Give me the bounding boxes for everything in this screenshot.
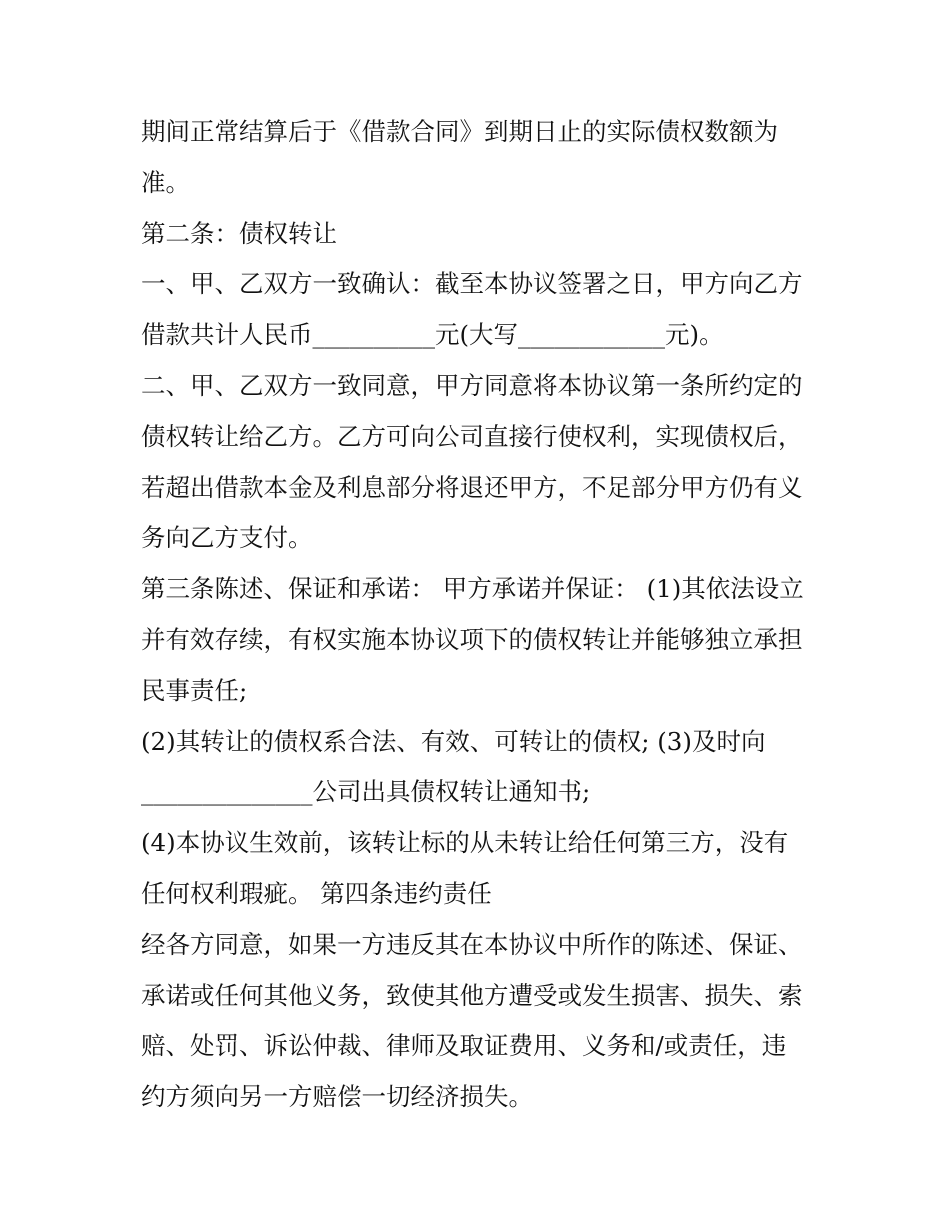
text-line: 并有效存续，有权实施本协议项下的债权转让并能够独立承担 xyxy=(141,624,803,654)
text-line: (4)本协议生效前，该转让标的从未转让给任何第三方，没有 xyxy=(141,828,789,858)
text-line: 务向乙方支付。 xyxy=(141,523,313,553)
loan-amount-line: 借款共计人民币__________元(大写____________元)。 xyxy=(141,320,724,350)
article-3-heading: 第三条陈述、保证和承诺： 甲方承诺并保证： (1)其依法设立 xyxy=(141,574,804,604)
company-blank-line: ______________公司出具债权转让通知书; xyxy=(141,777,591,807)
article-4-heading: 任何权利瑕疵。 第四条违约责任 xyxy=(141,878,492,908)
text-line: 承诺或任何其他义务，致使其他方遭受或发生损害、损失、索 xyxy=(141,980,803,1010)
text-line: 约方须向另一方赔偿一切经济损失。 xyxy=(141,1082,533,1112)
text-line: 二、甲、乙双方一致同意，甲方同意将本协议第一条所约定的 xyxy=(141,370,803,400)
text-line: 准。 xyxy=(141,167,190,197)
document-body xyxy=(141,107,821,1123)
article-2-heading: 第二条：债权转让 xyxy=(141,218,337,248)
text-line: 赔、处罚、诉讼仲裁、律师及取证费用、义务和/或责任，违 xyxy=(141,1031,787,1061)
text-line: 一、甲、乙双方一致确认：截至本协议签署之日，甲方向乙方 xyxy=(141,269,803,299)
text-line: 经各方同意，如果一方违反其在本协议中所作的陈述、保证、 xyxy=(141,929,803,959)
text-line: 若超出借款本金及利息部分将退还甲方，不足部分甲方仍有义 xyxy=(141,472,803,502)
text-line: 期间正常结算后于《借款合同》到期日止的实际债权数额为 xyxy=(141,117,778,146)
text-line: 民事责任; xyxy=(141,675,248,705)
text-line: 债权转让给乙方。乙方可向公司直接行使权利，实现债权后， xyxy=(141,421,803,451)
text-line: (2)其转让的债权系合法、有效、可转让的债权; (3)及时向 xyxy=(141,726,766,756)
